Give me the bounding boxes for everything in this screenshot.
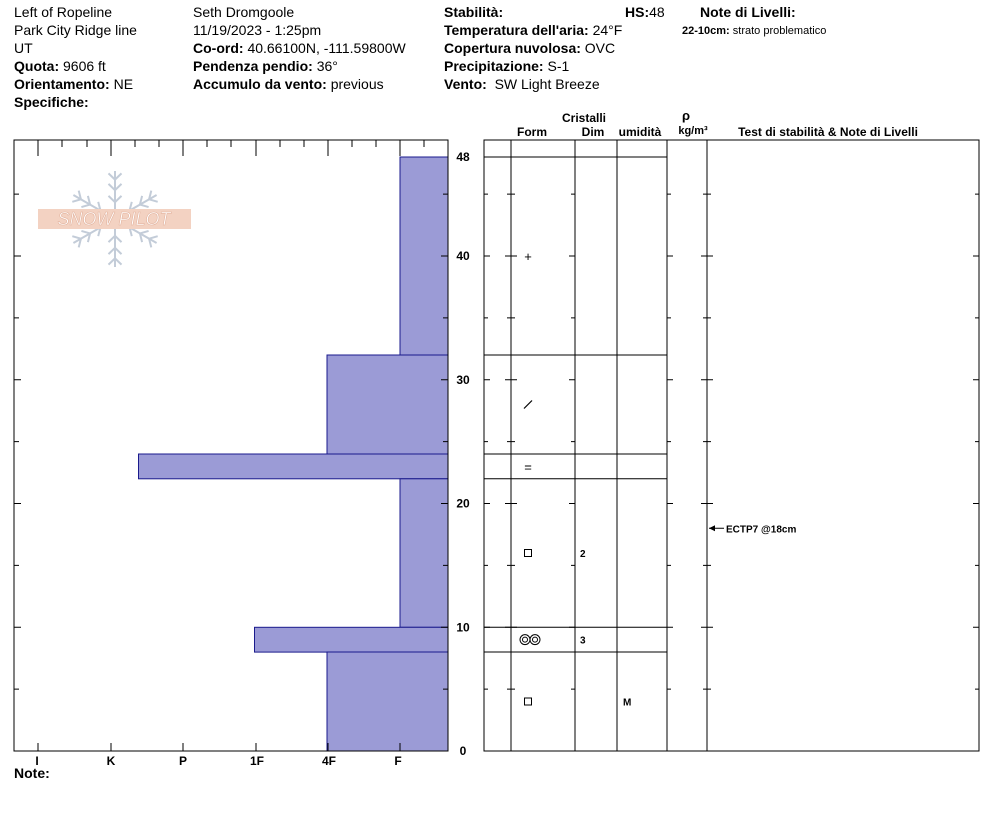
notes-label: Note:: [14, 765, 50, 781]
hardness-bar: [327, 652, 448, 751]
sky-label: Copertura nuvolosa:: [444, 40, 581, 56]
form-symbol-inner: [523, 637, 528, 642]
layer-row: [524, 401, 532, 409]
snowflake-branch: [72, 236, 81, 239]
sky-value: OVC: [584, 40, 616, 56]
hardness-bar: [400, 479, 448, 628]
hardness-label: 4F: [321, 754, 337, 768]
layer-row: [524, 459, 532, 474]
precipitation-particles-icon: [524, 249, 532, 264]
decomposing-fragments-icon: [524, 401, 532, 409]
coord-value: 40.66100N, -111.59800W: [247, 40, 406, 56]
air-temp-value: 24°F: [592, 22, 623, 38]
hardness-bars: [139, 157, 449, 751]
grain-size: 3: [580, 635, 586, 647]
stability-test: [709, 524, 796, 535]
hs-value: 48: [649, 4, 665, 20]
elevation-value: 9606 ft: [63, 58, 106, 74]
hs-label: HS:: [625, 4, 650, 20]
crystals-header: Cristalli: [561, 111, 607, 125]
location: Left of Ropeline: [14, 4, 113, 20]
specifics-label: Specifiche:: [14, 94, 89, 110]
hardness-label: P: [178, 754, 188, 768]
snowflake-branch: [81, 205, 90, 208]
test-label: ECTP7 @18cm: [726, 524, 797, 536]
grain-size: 2: [580, 549, 586, 560]
snowflake-branch: [149, 199, 158, 202]
state: UT: [14, 40, 33, 56]
stability-tests: [709, 524, 796, 535]
observer: Seth Dromgoole: [193, 4, 295, 20]
form-header: Form: [517, 125, 547, 139]
stability-label: Stabilità:: [444, 4, 504, 20]
wind-loading-value: previous: [330, 76, 384, 92]
form-symbol: =: [524, 459, 532, 475]
tests-header: Test di stabilità & Note di Livelli: [738, 125, 918, 139]
snowpilot-logo: [38, 171, 191, 267]
layer-row: [520, 635, 586, 647]
hardness-bar: [255, 627, 449, 652]
snowflake-branch: [149, 236, 158, 239]
depth-label: 20: [456, 496, 470, 511]
aspect-label: Orientamento:: [14, 76, 110, 92]
datetime: 11/19/2023 - 1:25pm: [193, 22, 322, 38]
layer-note-text: strato problematico: [732, 25, 827, 37]
layer-table-frame: [484, 140, 979, 751]
depth-label: 30: [456, 372, 470, 387]
hardness-bar: [400, 157, 448, 355]
form-symbol-outer: [530, 635, 540, 645]
depth-label: 48: [456, 150, 470, 164]
form-symbol: +: [524, 249, 532, 264]
hardness-axis-labels: [35, 754, 401, 768]
layer-row: [524, 249, 532, 264]
coord-label: Co-ord:: [193, 40, 244, 56]
form-symbol: [525, 698, 532, 705]
form-symbol-outer: [520, 635, 530, 645]
slope-value: 36°: [316, 58, 338, 74]
snowflake-branch: [81, 231, 90, 234]
form-symbol: [525, 550, 532, 557]
melt-freeze-crust-icon: [524, 459, 532, 474]
layer-note-depth: 22-10cm:: [682, 25, 730, 37]
wind-value: SW Light Breeze: [494, 76, 600, 92]
moisture-value: M: [623, 697, 632, 709]
air-temp-label: Temperatura dell'aria:: [444, 22, 589, 38]
hardness-bar: [139, 454, 449, 479]
slope-label: Pendenza pendio:: [193, 58, 313, 74]
snowflake-branch: [140, 205, 149, 208]
rounded-grains-icon: [520, 635, 540, 645]
faceted-crystals-icon: [525, 550, 532, 557]
moisture-header: umidità: [618, 125, 662, 139]
snowflake-branch: [140, 231, 149, 234]
aspect-value: NE: [113, 76, 134, 92]
precip-label: Precipitazione:: [444, 58, 544, 74]
layer-notes-label: Note di Livelli:: [700, 4, 796, 20]
table-ticks: [484, 194, 979, 751]
wind-loading-label: Accumulo da vento:: [193, 76, 327, 92]
hardness-label: 1F: [249, 754, 265, 768]
depth-axis-labels: [456, 150, 470, 758]
depth-label: 40: [456, 249, 470, 263]
dim-header: Dim: [581, 125, 605, 139]
faceted-crystals-icon: [525, 698, 532, 705]
elevation-label: Quota:: [14, 58, 60, 74]
precip-value: S-1: [547, 58, 570, 74]
wind-label: Vento:: [444, 76, 487, 92]
hardness-bar: [327, 355, 448, 454]
area: Park City Ridge line: [14, 22, 137, 38]
rho-header: ρ: [681, 108, 691, 123]
hardness-label: K: [106, 754, 116, 768]
layer-row: [525, 698, 632, 709]
depth-label: 0: [459, 744, 467, 758]
hardness-label: I: [35, 754, 39, 768]
density-unit-header: kg/m³: [678, 125, 708, 137]
hardness-label: F: [394, 754, 402, 768]
arrow-left-icon: [709, 525, 715, 531]
layer-row: [525, 549, 587, 560]
form-symbol: [524, 401, 532, 409]
form-symbol-inner: [533, 637, 538, 642]
layer-table-columns: [511, 140, 707, 751]
depth-label: 10: [456, 620, 470, 635]
logo-text: SNOW PILOT: [57, 209, 171, 229]
snowflake-branch: [72, 199, 81, 202]
